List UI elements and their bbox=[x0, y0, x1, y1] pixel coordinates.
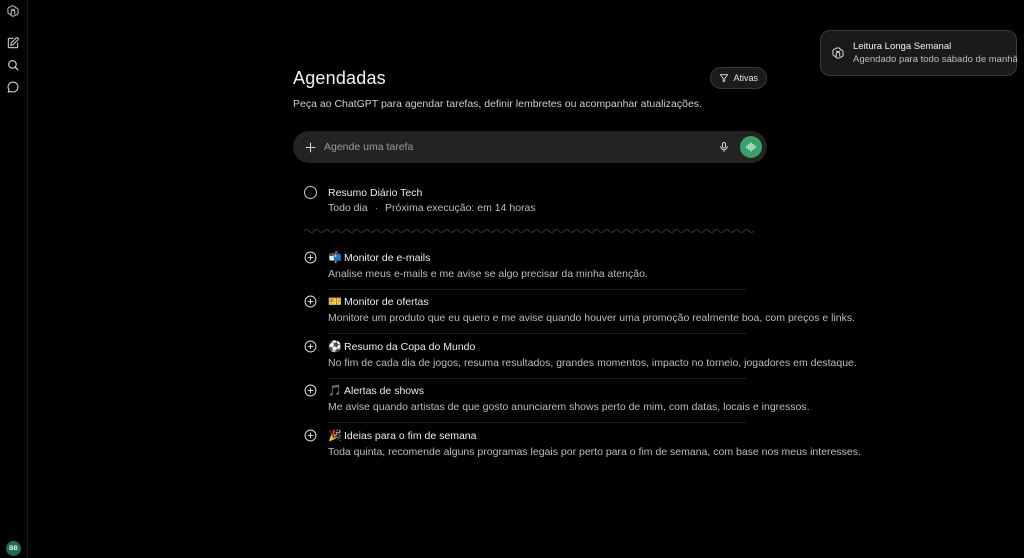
page-title: Agendadas bbox=[293, 68, 386, 88]
task-title: Resumo Diário Tech bbox=[328, 187, 423, 199]
suggestion-item[interactable] bbox=[304, 294, 856, 338]
divider bbox=[328, 289, 746, 290]
avatar[interactable]: BB bbox=[6, 541, 21, 556]
suggestion-description: No fim de cada dia de jogos, resuma resultados, grandes momentos, impacto no torneio, jogadores em destaque. bbox=[328, 357, 857, 369]
task-status-circle-icon[interactable] bbox=[304, 186, 317, 199]
suggestion-item[interactable] bbox=[304, 339, 857, 383]
suggestion-item[interactable] bbox=[304, 383, 810, 427]
divider bbox=[328, 378, 746, 379]
suggestion-title: Monitor de ofertas bbox=[344, 296, 429, 308]
suggestion-item[interactable] bbox=[304, 428, 861, 472]
add-circle-icon[interactable] bbox=[304, 295, 317, 308]
waveform-icon bbox=[745, 141, 757, 153]
schedule-task-input[interactable] bbox=[324, 141, 716, 153]
suggestion-title: Resumo da Copa do Mundo bbox=[344, 341, 476, 353]
new-chat-icon[interactable] bbox=[5, 35, 21, 51]
suggestion-item[interactable] bbox=[304, 250, 756, 294]
suggestion-emoji: 🎵 bbox=[328, 385, 342, 397]
page-subtitle: Peça ao ChatGPT para agendar tarefas, definir lembretes ou acompanhar atualizações. bbox=[293, 98, 702, 110]
meta-separator: · bbox=[374, 202, 379, 214]
filter-label: Ativas bbox=[733, 73, 758, 83]
add-circle-icon[interactable] bbox=[304, 384, 317, 397]
task-next-run: Próxima execução: em 14 horas bbox=[385, 202, 536, 214]
task-meta bbox=[328, 202, 536, 214]
task-scheduled-toast[interactable] bbox=[820, 30, 1017, 76]
add-circle-icon[interactable] bbox=[304, 340, 317, 353]
add-circle-icon[interactable] bbox=[304, 429, 317, 442]
suggestion-title: Ideias para o fim de semana bbox=[344, 430, 477, 442]
voice-mode-button[interactable] bbox=[740, 136, 762, 158]
suggestion-emoji: 🎉 bbox=[328, 430, 342, 442]
suggestion-title: Monitor de e-mails bbox=[344, 252, 431, 264]
suggestion-description: Toda quinta, recomende alguns programas legais por perto para o fim de semana, com base nos meus interesses. bbox=[328, 446, 861, 458]
suggestion-emoji: 📬 bbox=[328, 252, 342, 264]
chat-bubble-icon[interactable] bbox=[5, 79, 21, 95]
filter-icon bbox=[719, 73, 729, 83]
divider bbox=[328, 422, 746, 423]
divider bbox=[328, 333, 746, 334]
openai-logo-icon bbox=[831, 46, 845, 60]
toast-title: Leitura Longa Semanal bbox=[853, 41, 952, 52]
suggestion-description: Me avise quando artistas de que gosto anunciarem shows perto de mim, com datas, locais e ingressos. bbox=[328, 401, 810, 413]
sidebar bbox=[0, 0, 28, 558]
suggestion-description: Analise meus e-mails e me avise se algo precisar da minha atenção. bbox=[328, 268, 648, 280]
task-frequency: Todo dia bbox=[328, 202, 368, 214]
add-attachment-button[interactable] bbox=[302, 139, 318, 155]
toast-subtitle: Agendado para todo sábado de manhã bbox=[853, 54, 1018, 65]
suggestion-title: Alertas de shows bbox=[344, 385, 424, 397]
suggestion-emoji: ⚽ bbox=[328, 341, 342, 353]
wavy-divider bbox=[304, 228, 756, 234]
task-composer bbox=[293, 131, 767, 163]
openai-logo-icon[interactable] bbox=[5, 3, 21, 19]
search-icon[interactable] bbox=[5, 57, 21, 73]
plus-icon bbox=[304, 141, 317, 154]
microphone-icon bbox=[718, 141, 730, 153]
add-circle-icon[interactable] bbox=[304, 251, 317, 264]
filter-button[interactable] bbox=[710, 67, 767, 89]
microphone-button[interactable] bbox=[716, 139, 732, 155]
suggestion-emoji: 🎫 bbox=[328, 296, 342, 308]
suggestion-description: Monitore um produto que eu quero e me avise quando houver uma promoção realmente boa, com preços e links. bbox=[328, 312, 856, 324]
